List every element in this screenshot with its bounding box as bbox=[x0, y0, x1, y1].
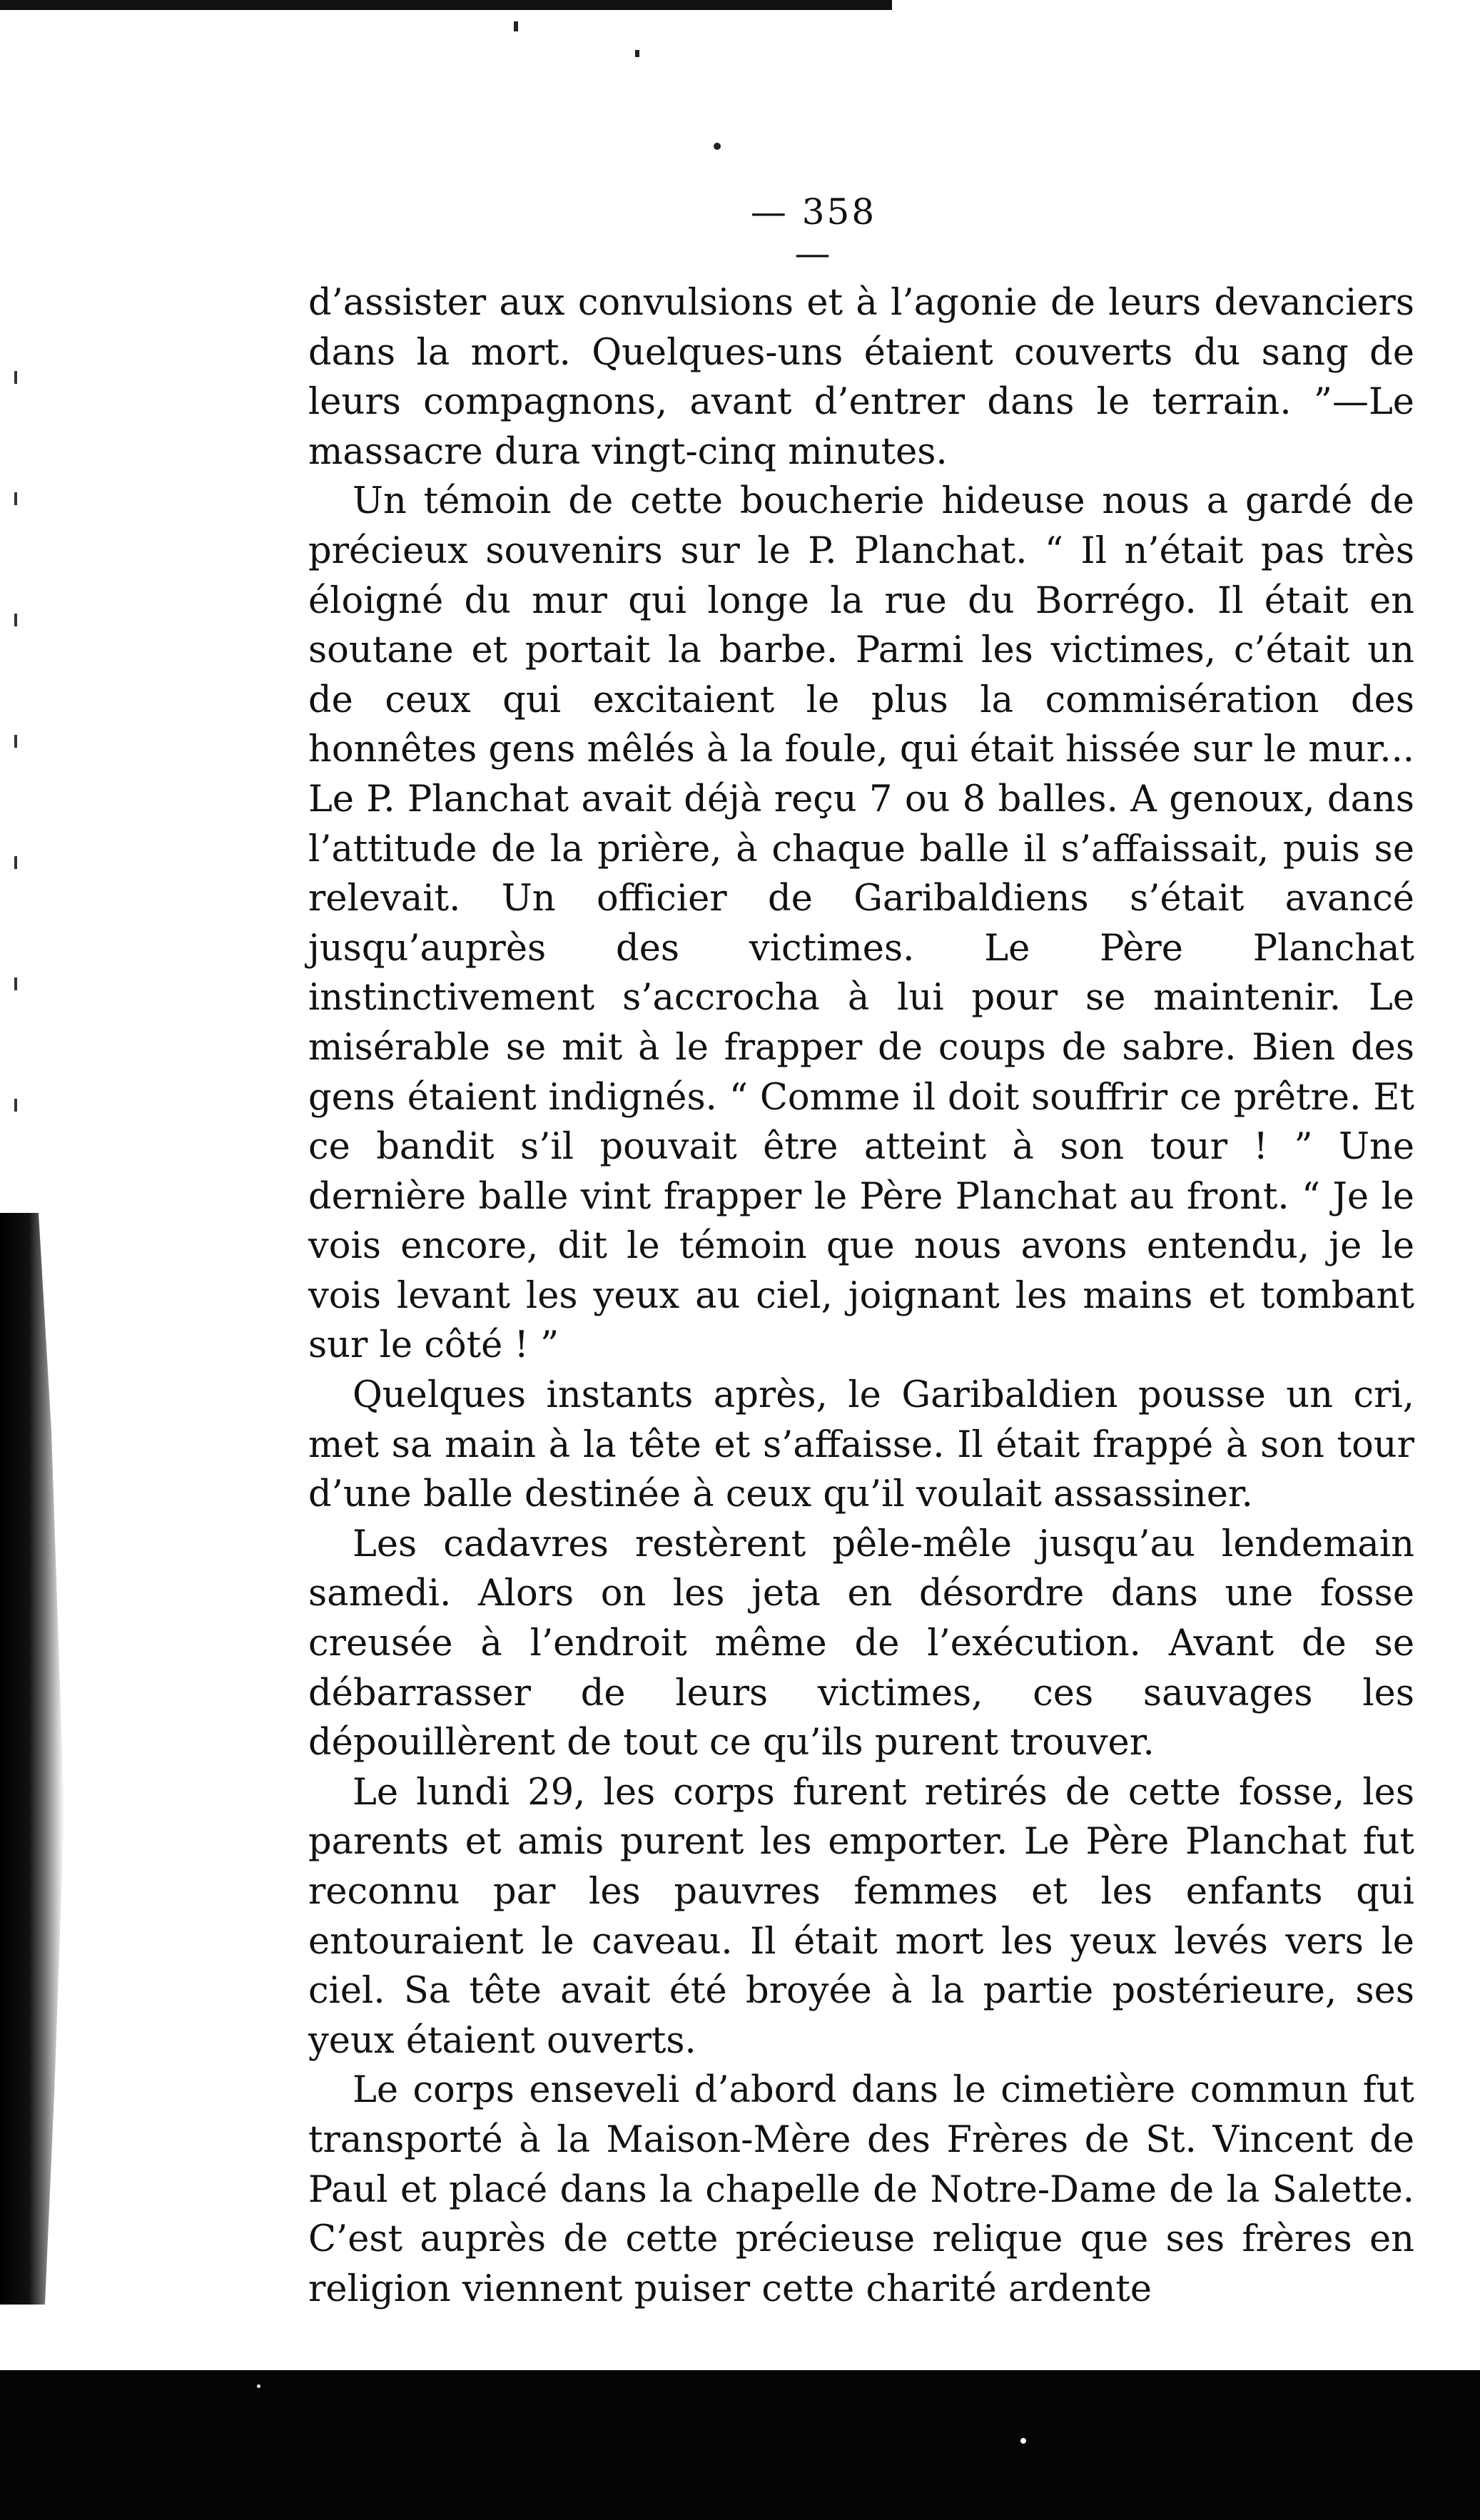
paragraph: d’assister aux convulsions et à l’agonie de leurs devanciers dans la mort. Quelques-uns étaient couverts du sang de leurs compagnons, avant d’entrer dans le terrain. ”—Le massacre dura vingt-cinq minutes. bbox=[308, 282, 1414, 473]
scan-dot bbox=[1020, 2438, 1026, 2444]
scan-dot bbox=[257, 2384, 260, 2388]
paragraph: Un témoin de cette boucherie hideuse nous a gardé de précieux souvenirs sur le P. Planchat. “ Il n’était pas très éloigné du mur qui longe la rue du Borrégo. Il était en soutane et portait la barbe. Parmi les victimes, c’était un de ceux qui excitaient le plus la commisération des honnêtes gens mêlés à la foule, qui était hissée sur le mur... Le P. Planchat avait déjà reçu 7 ou 8 balles. A genoux, dans l’attitude de la prière, à chaque balle il s’affaissait, puis se relevait. Un officier de Garibaldiens s’était avancé jusqu’auprès des victimes. Le Père Planchat instinctivement s’accrocha à lui pour se maintenir. Le misérable se mit à le frapper de coups de sabre. Bien des gens étaient indignés. “ Comme il doit souffrir ce prêtre. Et ce bandit s’il pouvait être atteint à son tour ! ” Une dernière balle vint frapper le Père Planchat au front. “ Je le vois encore, dit le témoin que nous avons entendu, je le vois levant les yeux au ciel, joignant les mains et tombant sur le côté ! ” bbox=[308, 480, 1414, 1367]
paragraph: Les cadavres restèrent pêle-mêle jusqu’au lendemain samedi. Alors on les jeta en désordre dans une fosse creusée à l’endroit même de l’exécution. Avant de se débarrasser de leurs victimes, ces sauvages les dépouillèrent de tout ce qu’ils purent trouver. bbox=[308, 1523, 1414, 1764]
body-text bbox=[308, 278, 1414, 2314]
top-edge-rule bbox=[0, 0, 892, 10]
paragraph: Le corps enseveli d’abord dans le cimetière commun fut transporté à la Maison-Mère des Frères de St. Vincent de Paul et placé dans la chapelle de Notre-Dame de la Salette. C’est auprès de cette précieuse relique que ses frères en religion viennent puiser cette charité ardente bbox=[308, 2069, 1414, 2310]
scan-speck bbox=[635, 50, 639, 57]
page-number: — 358 — bbox=[750, 191, 877, 274]
scan-bottom-band bbox=[0, 2370, 1480, 2520]
binding-shadow bbox=[0, 1213, 64, 2305]
scan-speck bbox=[714, 143, 721, 150]
paragraph: Le lundi 29, les corps furent retirés de cette fosse, les parents et amis purent les emporter. Le Père Planchat fut reconnu par les pauvres femmes et les enfants qui entouraient le caveau. Il était mort les yeux levés vers le ciel. Sa tête avait été broyée à la partie postérieure, ses yeux étaient ouverts. bbox=[308, 1771, 1414, 2062]
left-margin-marks bbox=[14, 371, 17, 1227]
scan-speck bbox=[514, 21, 518, 31]
paragraph: Quelques instants après, le Garibaldien pousse un cri, met sa main à la tête et s’affaisse. Il était frappé à son tour d’une balle destinée à ceux qu’il voulait assassiner. bbox=[308, 1374, 1414, 1516]
